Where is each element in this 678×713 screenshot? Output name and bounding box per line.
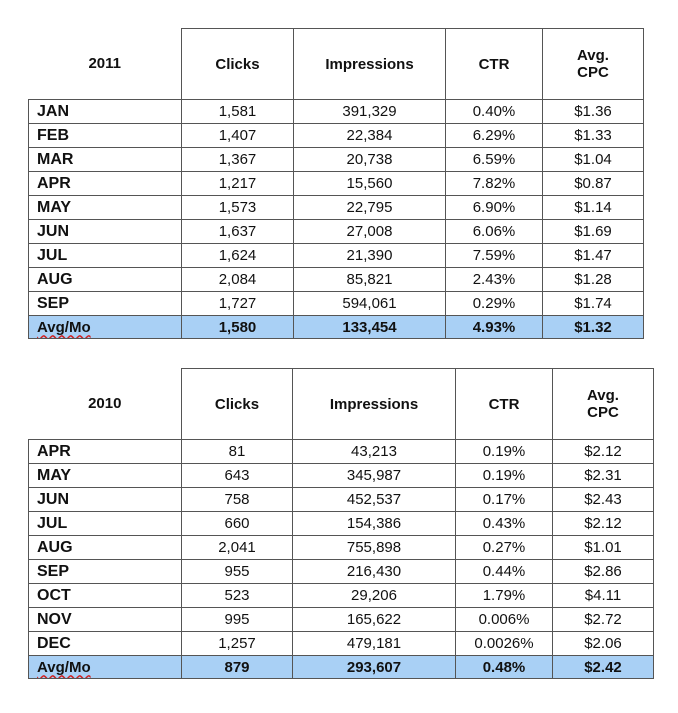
cpc-cell: $2.43	[553, 488, 654, 512]
average-clicks-cell: 1,580	[182, 316, 294, 339]
table-row	[29, 220, 644, 244]
cpc-cell: $2.31	[553, 464, 654, 488]
cpc-cell: $1.33	[543, 124, 644, 148]
table-row	[29, 488, 654, 512]
average-row	[29, 316, 644, 339]
table-2010	[28, 368, 654, 679]
cpc-cell: $2.72	[553, 608, 654, 632]
table-2010-body	[29, 369, 654, 679]
month-cell: MAY	[29, 464, 182, 488]
cpc-cell: $1.47	[543, 244, 644, 268]
table-row	[29, 148, 644, 172]
avg-cpc-heading-line1: Avg.	[587, 386, 619, 404]
table-row	[29, 536, 654, 560]
table-row	[29, 172, 644, 196]
month-cell: OCT	[29, 584, 182, 608]
ctr-cell: 0.19%	[456, 464, 553, 488]
table-2010-header-row	[29, 369, 654, 440]
clicks-heading: Clicks	[182, 369, 293, 440]
impressions-cell: 43,213	[293, 440, 456, 464]
month-cell: NOV	[29, 608, 182, 632]
cpc-cell: $2.06	[553, 632, 654, 656]
table-row	[29, 292, 644, 316]
table-row	[29, 584, 654, 608]
clicks-cell: 1,581	[182, 100, 294, 124]
clicks-cell: 2,041	[182, 536, 293, 560]
cpc-cell: $1.04	[543, 148, 644, 172]
clicks-cell: 1,217	[182, 172, 294, 196]
month-cell: MAY	[29, 196, 182, 220]
ctr-cell: 0.40%	[446, 100, 543, 124]
average-label: Avg/Mo	[37, 318, 91, 336]
ctr-cell: 0.44%	[456, 560, 553, 584]
cpc-cell: $2.12	[553, 512, 654, 536]
ctr-heading: CTR	[456, 369, 553, 440]
month-cell: MAR	[29, 148, 182, 172]
ctr-cell: 0.19%	[456, 440, 553, 464]
impressions-cell: 154,386	[293, 512, 456, 536]
average-label: Avg/Mo	[37, 658, 91, 676]
impressions-cell: 27,008	[294, 220, 446, 244]
clicks-cell: 660	[182, 512, 293, 536]
average-cpc-cell: $2.42	[553, 656, 654, 679]
ctr-cell: 7.82%	[446, 172, 543, 196]
average-label-cell	[29, 656, 182, 679]
table-row	[29, 100, 644, 124]
clicks-cell: 643	[182, 464, 293, 488]
table-2011-header-row	[29, 29, 644, 100]
clicks-heading: Clicks	[182, 29, 294, 100]
clicks-cell: 758	[182, 488, 293, 512]
table-2011	[28, 28, 644, 339]
impressions-cell: 391,329	[294, 100, 446, 124]
month-cell: SEP	[29, 292, 182, 316]
table-row	[29, 464, 654, 488]
ctr-cell: 2.43%	[446, 268, 543, 292]
cpc-cell: $1.28	[543, 268, 644, 292]
ctr-cell: 1.79%	[456, 584, 553, 608]
impressions-cell: 15,560	[294, 172, 446, 196]
ctr-cell: 0.006%	[456, 608, 553, 632]
table-row	[29, 196, 644, 220]
month-cell: DEC	[29, 632, 182, 656]
table-row	[29, 244, 644, 268]
table-row	[29, 268, 644, 292]
cpc-cell: $1.36	[543, 100, 644, 124]
month-cell: APR	[29, 172, 182, 196]
ctr-cell: 6.06%	[446, 220, 543, 244]
month-cell: JUN	[29, 488, 182, 512]
cpc-cell: $2.86	[553, 560, 654, 584]
average-row	[29, 656, 654, 679]
average-cpc-cell: $1.32	[543, 316, 644, 339]
ctr-cell: 0.0026%	[456, 632, 553, 656]
month-cell: FEB	[29, 124, 182, 148]
table-row	[29, 632, 654, 656]
impressions-cell: 594,061	[294, 292, 446, 316]
impressions-cell: 22,384	[294, 124, 446, 148]
table-2011-body	[29, 29, 644, 339]
month-cell: JUL	[29, 512, 182, 536]
ctr-cell: 0.29%	[446, 292, 543, 316]
impressions-cell: 755,898	[293, 536, 456, 560]
table-row	[29, 560, 654, 584]
month-cell: JAN	[29, 100, 182, 124]
month-cell: JUL	[29, 244, 182, 268]
year-heading: 2011	[29, 29, 182, 100]
table-row	[29, 512, 654, 536]
ctr-cell: 0.27%	[456, 536, 553, 560]
average-impressions-cell: 293,607	[293, 656, 456, 679]
clicks-cell: 1,637	[182, 220, 294, 244]
impressions-heading: Impressions	[294, 29, 446, 100]
cpc-cell: $0.87	[543, 172, 644, 196]
ctr-cell: 6.90%	[446, 196, 543, 220]
ctr-cell: 7.59%	[446, 244, 543, 268]
clicks-cell: 1,257	[182, 632, 293, 656]
impressions-cell: 22,795	[294, 196, 446, 220]
clicks-cell: 81	[182, 440, 293, 464]
clicks-cell: 1,407	[182, 124, 294, 148]
cpc-cell: $1.01	[553, 536, 654, 560]
average-ctr-cell: 4.93%	[446, 316, 543, 339]
avg-cpc-heading-line2: CPC	[587, 404, 619, 421]
average-impressions-cell: 133,454	[294, 316, 446, 339]
impressions-heading: Impressions	[293, 369, 456, 440]
month-cell: AUG	[29, 536, 182, 560]
clicks-cell: 1,367	[182, 148, 294, 172]
impressions-cell: 452,537	[293, 488, 456, 512]
avg-cpc-heading-line2: CPC	[577, 64, 609, 81]
average-clicks-cell: 879	[182, 656, 293, 679]
month-cell: AUG	[29, 268, 182, 292]
ctr-cell: 6.29%	[446, 124, 543, 148]
cpc-cell: $4.11	[553, 584, 654, 608]
cpc-cell: $1.14	[543, 196, 644, 220]
table-row	[29, 124, 644, 148]
year-heading: 2010	[29, 369, 182, 440]
table-row	[29, 440, 654, 464]
impressions-cell: 165,622	[293, 608, 456, 632]
average-label-cell	[29, 316, 182, 339]
ctr-cell: 6.59%	[446, 148, 543, 172]
month-cell: JUN	[29, 220, 182, 244]
cpc-cell: $2.12	[553, 440, 654, 464]
clicks-cell: 523	[182, 584, 293, 608]
clicks-cell: 1,573	[182, 196, 294, 220]
table-row	[29, 608, 654, 632]
impressions-cell: 85,821	[294, 268, 446, 292]
ctr-heading: CTR	[446, 29, 543, 100]
ctr-cell: 0.43%	[456, 512, 553, 536]
cpc-cell: $1.74	[543, 292, 644, 316]
month-cell: SEP	[29, 560, 182, 584]
average-ctr-cell: 0.48%	[456, 656, 553, 679]
clicks-cell: 1,624	[182, 244, 294, 268]
impressions-cell: 345,987	[293, 464, 456, 488]
month-cell: APR	[29, 440, 182, 464]
clicks-cell: 2,084	[182, 268, 294, 292]
cpc-cell: $1.69	[543, 220, 644, 244]
impressions-cell: 29,206	[293, 584, 456, 608]
impressions-cell: 216,430	[293, 560, 456, 584]
ctr-cell: 0.17%	[456, 488, 553, 512]
impressions-cell: 479,181	[293, 632, 456, 656]
avg-cpc-heading	[553, 369, 654, 440]
clicks-cell: 955	[182, 560, 293, 584]
impressions-cell: 20,738	[294, 148, 446, 172]
clicks-cell: 995	[182, 608, 293, 632]
impressions-cell: 21,390	[294, 244, 446, 268]
avg-cpc-heading	[543, 29, 644, 100]
clicks-cell: 1,727	[182, 292, 294, 316]
avg-cpc-heading-line1: Avg.	[577, 46, 609, 64]
